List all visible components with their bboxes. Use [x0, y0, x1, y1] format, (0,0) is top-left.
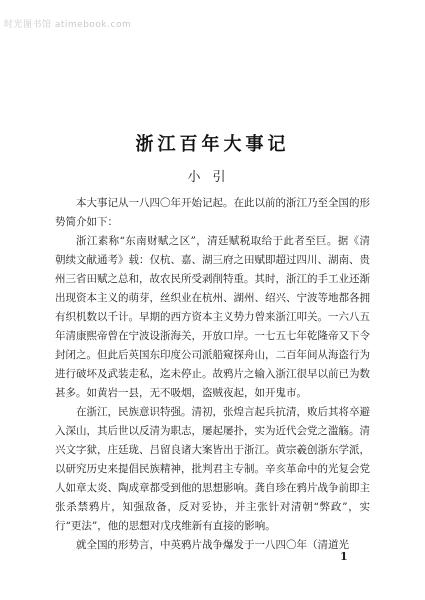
section-heading: 小引 — [187, 170, 238, 185]
paragraph: 在浙江，民族意识特强。清初，张煌言起兵抗清，败后其将卒避入深山，其后世以反清为职志，屡起屡扑，实为近代会党之滥觞。清兴文字狱，庄廷珑、吕留良诸大案皆出于浙江。黄宗羲创浙东学派，以研究历史来提倡民族精神，批判君主专制。辛亥革命中的光复会党人如章太炎、陶成章都受到他的思想影响。龚自珍在鸦片战争前即主张杀禁鸦片，知强敌备，反对妥协，并主张针对清朝“弊政”，实行“更法”，他的思想对戊戌维新有直接的影响。 — [55, 406, 370, 532]
paragraph: 本大事记从一八四〇年开始记起。在此以前的浙江乃至全国的形势简介如下： — [55, 197, 370, 228]
body-text — [55, 194, 370, 555]
page-title: 浙江百年大事记 — [135, 134, 290, 155]
page-number: 1 — [340, 550, 348, 563]
paragraph: 浙江素称“东南财赋之区”，清廷赋税取给于此者至巨。据《清朝续文献通考》载：仅杭、嘉、湖三府之田赋即超过四川、湖南、贵州三省田赋之总和，故农民所受剥削特重。其时，浙江的手工业还渐出现资本主义的萌芽，丝织业在杭州、湖州、绍兴、宁波等地都各拥有织机数以千计。早期的西方资本主义势力曾来浙江叩关。一六八五年清康熙帝曾在宁波设浙海关，开放口岸。一七五七年乾隆帝又下令封闭之。但此后英国东印度公司派船窥探舟山，二百年间从海盗行为进行破坏及武装走私，迄未停止。故鸦片之输入浙江很早以前已为数甚多。如黄岩一县，无不吸烟，盗贼夜起，如开鬼市。 — [55, 235, 370, 399]
paragraph: 就全国的形势言，中英鸦片战争爆发于一八四〇年（清道光 — [76, 539, 349, 551]
watermark: 时光图书馆 atimebook.com — [4, 20, 132, 30]
